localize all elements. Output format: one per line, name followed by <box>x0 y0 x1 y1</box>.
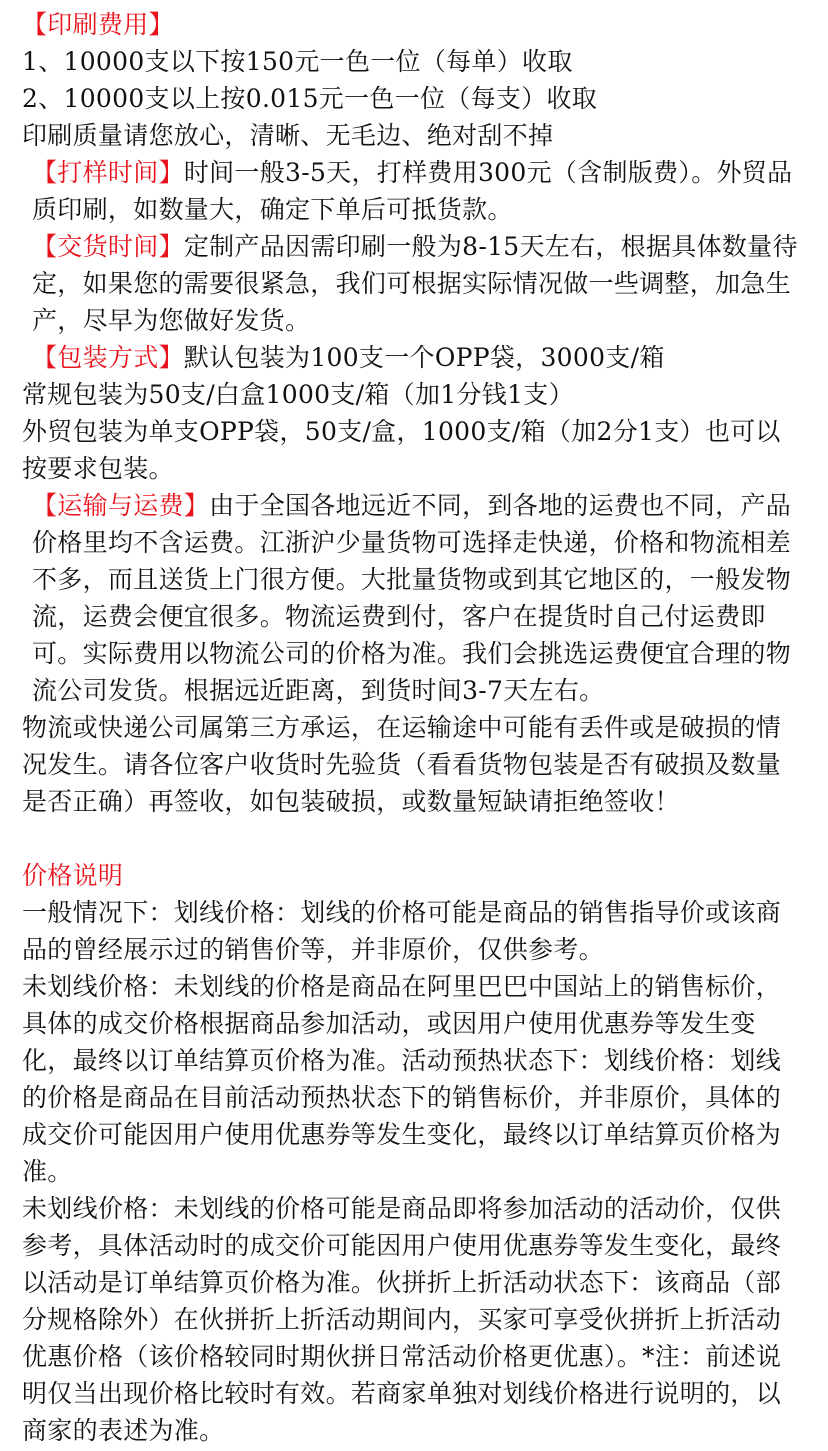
packaging-text: 默认包装为100支一个OPP袋，3000支/箱 <box>183 343 665 372</box>
pricing-paragraph-2: 未划线价格：未划线的价格是商品在阿里巴巴中国站上的销售标价，具体的成交价格根据商品参加活动，或因用户使用优惠券等发生变化，最终以订单结算页价格为准。活动预热状态下：划线价格：划线的价格是商品在目前活动预热状态下的销售标价，并非原价，具体的成交价可能因用户使用优惠券等发生变化，最终以订单结算页价格为准。 <box>22 972 782 1186</box>
printing-line-2: 2、10000支以上按0.015元一色一位（每支）收取 <box>22 84 598 113</box>
packaging-section <box>22 339 806 376</box>
printing-line-1: 1、10000支以下按150元一色一位（每单）收取 <box>22 47 573 76</box>
shipping-text: 由于全国各地远近不同，到各地的运费也不同，产品价格里均不含运费。江浙沪少量货物可选择走快递，价格和物流相差不多，而且送货上门很方便。大批量货物或到其它地区的，一般发物流，运费会便宜很多。物流运费到付，客户在提货时自己付运费即可。实际费用以物流公司的价格为准。我们会挑选运费便宜合理的物流公司发货。根据远近距离，到货时间3-7天左右。 <box>32 491 792 705</box>
sampling-section <box>22 154 806 228</box>
shipping-heading: 【运输与运费】 <box>32 491 210 520</box>
packaging-line-2: 常规包装为50支/白盒1000支/箱（加1分钱1支） <box>22 380 574 409</box>
shipping-section <box>22 487 806 709</box>
delivery-section <box>22 228 806 339</box>
printing-heading: 【印刷费用】 <box>22 10 174 39</box>
printing-line-3: 印刷质量请您放心，清晰、无毛边、绝对刮不掉 <box>22 121 554 150</box>
sampling-text: 时间一般3-5天，打样费用300元（含制版费）。外贸品质印刷，如数量大，确定下单后可抵货款。 <box>32 158 793 224</box>
pricing-heading: 价格说明 <box>22 861 124 890</box>
pricing-paragraph-3: 未划线价格：未划线的价格可能是商品即将参加活动的活动价，仅供参考，具体活动时的成交价可能因用户使用优惠券等发生变化，最终以活动是订单结算页价格为准。伙拼折上折活动状态下：该商品（部分规格除外）在伙拼折上折活动期间内，买家可享受伙拼折上折活动优惠价格（该价格较同时期伙拼日常活动价格更优惠）。*注：前述说明仅当出现价格比较时有效。若商家单独对划线价格进行说明的，以商家的表述为准。 <box>22 1194 782 1445</box>
sampling-heading: 【打样时间】 <box>32 158 184 187</box>
section-divider <box>22 820 806 857</box>
delivery-text: 定制产品因需印刷一般为8-15天左右，根据具体数量待定，如果您的需要很紧急，我们可根据实际情况做一些调整，加急生产，尽早为您做好发货。 <box>32 232 798 335</box>
packaging-line-3: 外贸包装为单支OPP袋，50支/盒，1000支/箱（加2分1支）也可以按要求包装。 <box>22 417 781 483</box>
packaging-heading: 【包装方式】 <box>32 343 184 372</box>
pricing-paragraph-1: 一般情况下：划线价格：划线的价格可能是商品的销售指导价或该商品的曾经展示过的销售价等，并非原价，仅供参考。 <box>22 898 782 964</box>
shipping-note: 物流或快递公司属第三方承运，在运输途中可能有丢件或是破损的情况发生。请各位客户收货时先验货（看看货物包装是否有破损及数量是否正确）再签收，如包装破损，或数量短缺请拒绝签收！ <box>22 713 782 816</box>
delivery-heading: 【交货时间】 <box>32 232 184 261</box>
